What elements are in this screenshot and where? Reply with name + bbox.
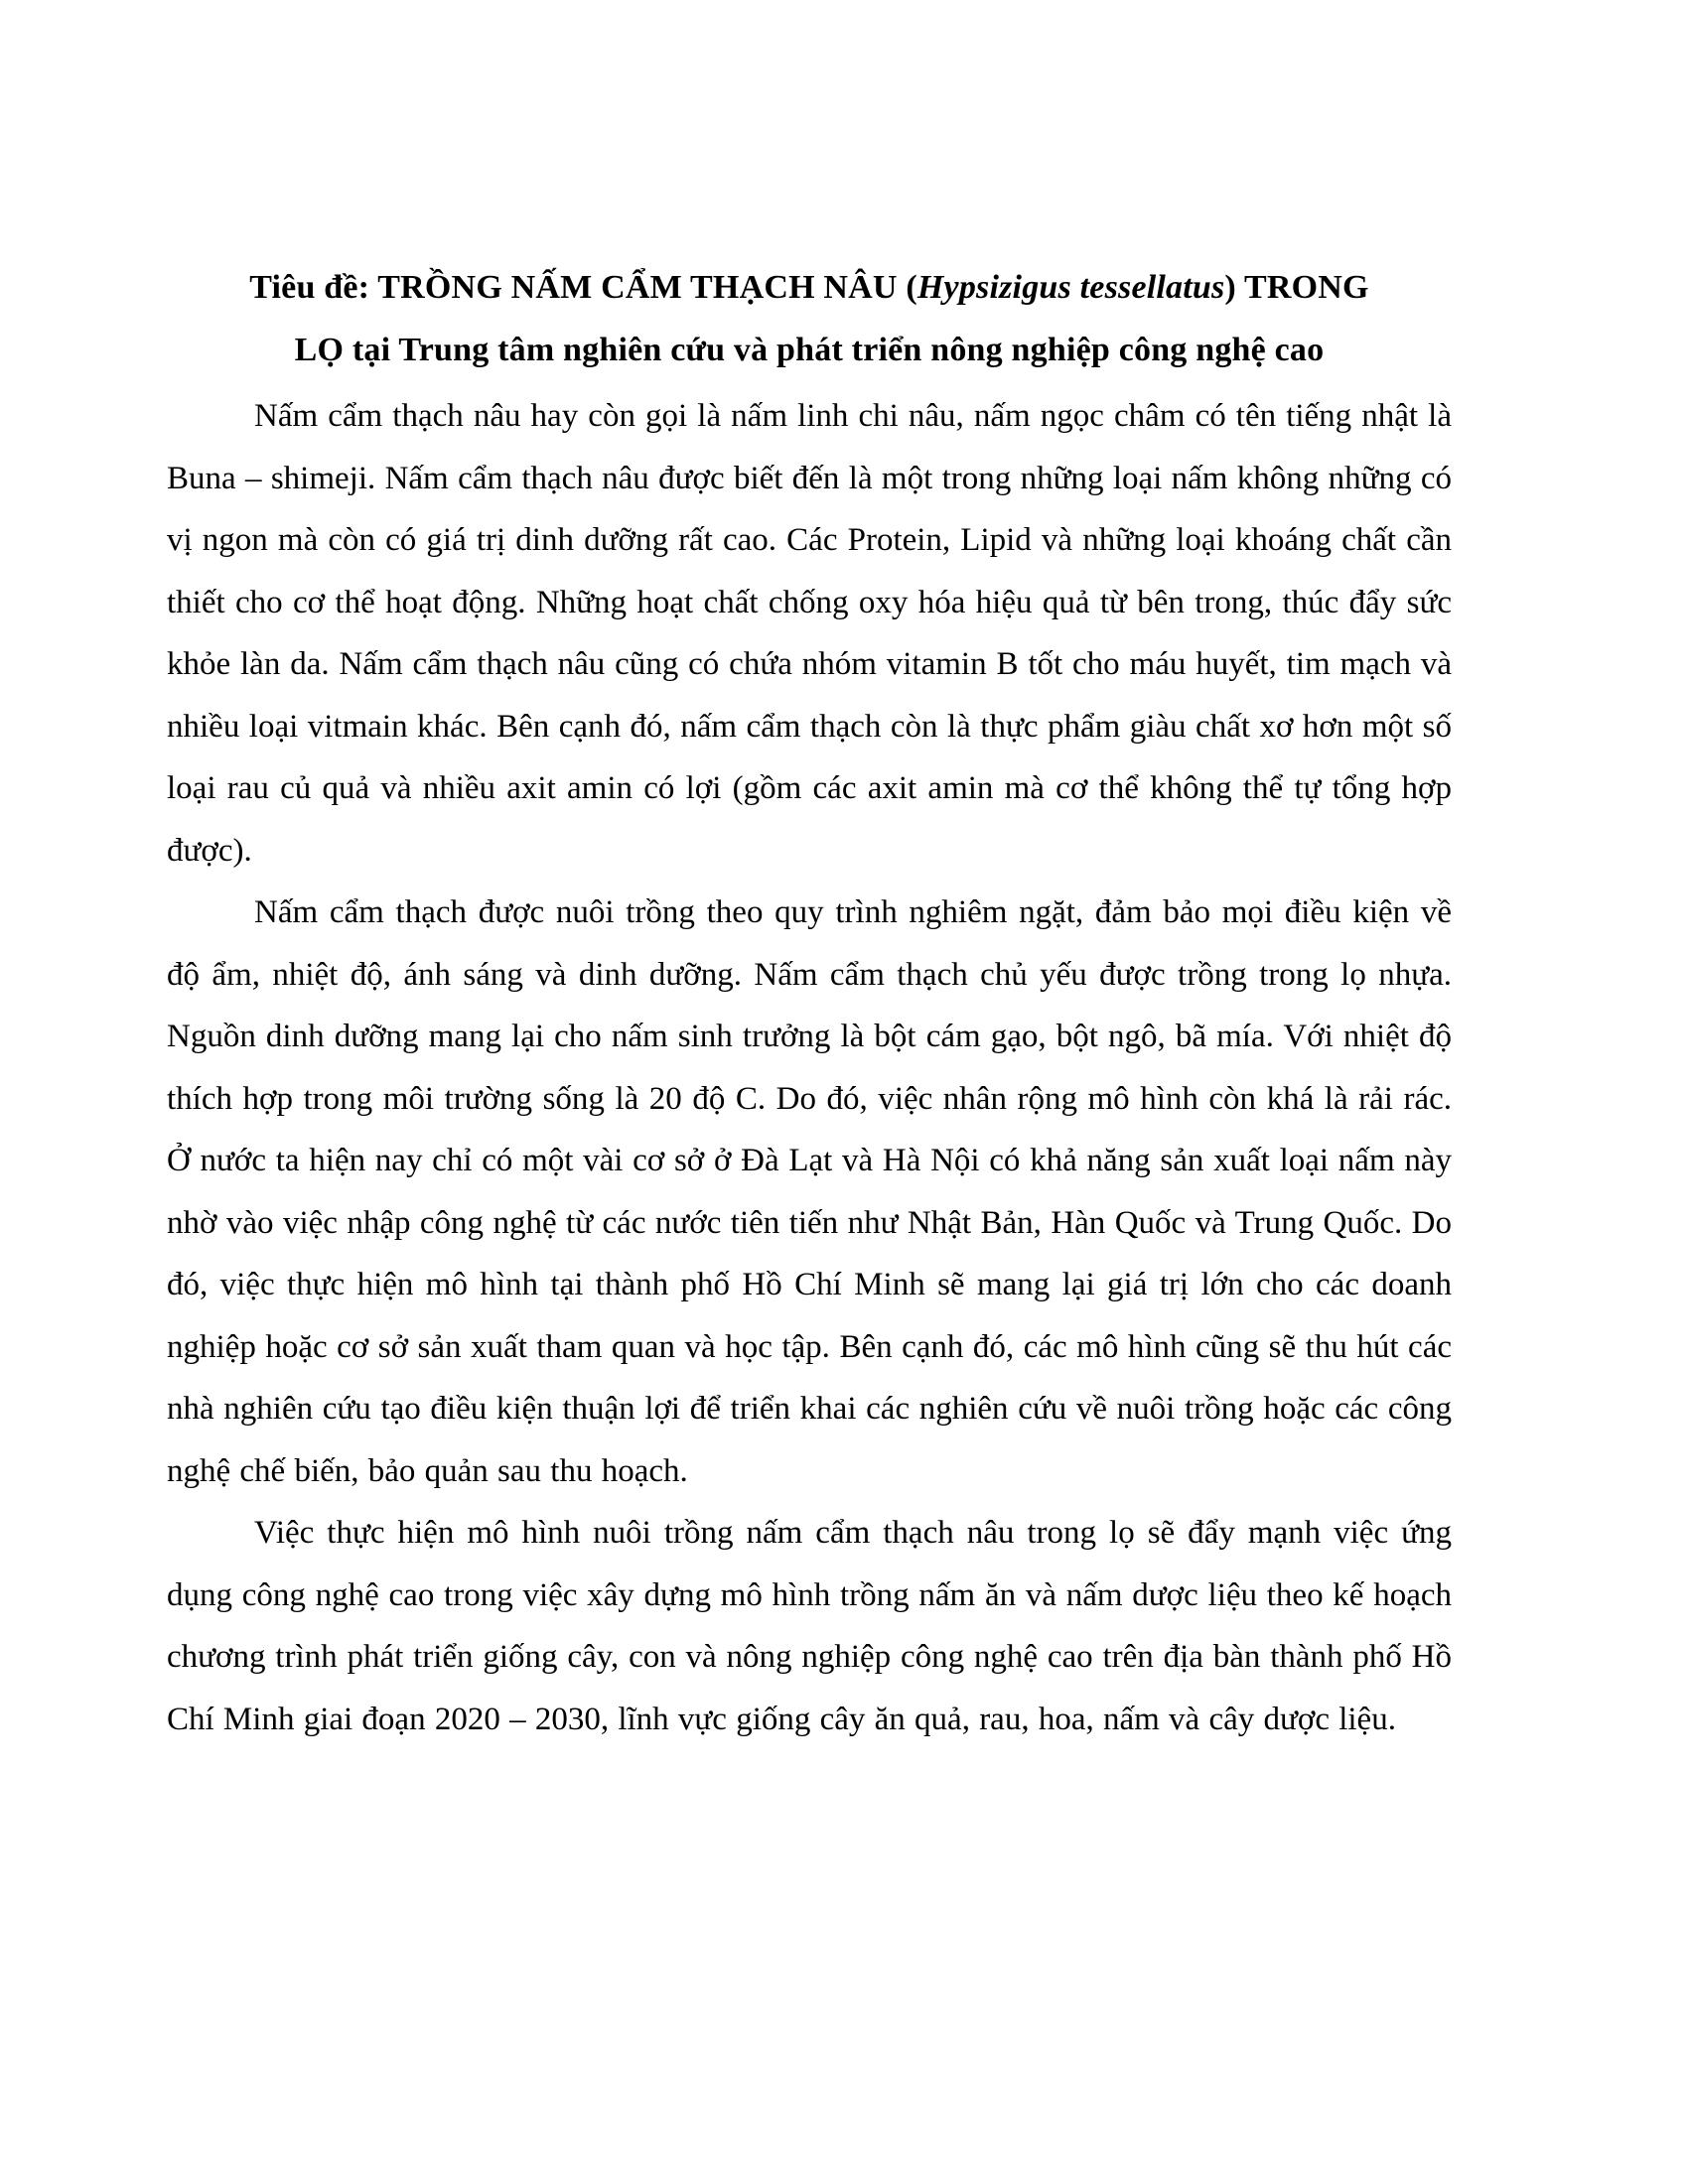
title-line-2: LỌ tại Trung tâm nghiên cứu và phát triển nông nghiệp công nghệ cao <box>294 332 1325 368</box>
paragraph-model-impact: Việc thực hiện mô hình nuôi trồng nấm cẩm thạch nâu trong lọ sẽ đẩy mạnh việc ứng dụng công nghệ cao trong việc xây dựng mô hình trồng nấm ăn và nấm dược liệu theo kế hoạch chương trình phát triển giống cây, con và nông nghiệp công nghệ cao trên địa bàn thành phố Hồ Chí Minh giai đoạn 2020 – 2030, lĩnh vực giống cây ăn quả, rau, hoa, nấm và cây dược liệu. <box>167 1515 1452 1737</box>
title-suffix: ) TRONG <box>1224 269 1369 306</box>
title-line-1 <box>167 256 1452 319</box>
title-prefix: Tiêu đề: TRỒNG NẤM CẨM THẠCH NÂU ( <box>249 269 917 306</box>
species-name-italic: Hypsizigus tessellatus <box>916 269 1225 306</box>
paragraph-intro-mushroom: Nấm cẩm thạch nâu hay còn gọi là nấm linh chi nâu, nấm ngọc châm có tên tiếng nhật là Buna – shimeji. Nấm cẩm thạch nâu được biết đến là một trong những loại nấm không những có vị ngon mà còn có giá trị dinh dưỡng rất cao. Các Protein, Lipid và những loại khoáng chất cần thiết cho cơ thể hoạt động. Những hoạt chất chống oxy hóa hiệu quả từ bên trong, thúc đẩy sức khỏe làn da. Nấm cẩm thạch nâu cũng có chứa nhóm vitamin B tốt cho máu huyết, tim mạch và nhiều loại vitmain khác. Bên cạnh đó, nấm cẩm thạch còn là thực phẩm giàu chất xơ hơn một số loại rau củ quả và nhiều axit amin có lợi (gồm các axit amin mà cơ thể không thể tự tổng hợp được). <box>167 398 1452 869</box>
paragraph-cultivation-process: Nấm cẩm thạch được nuôi trồng theo quy trình nghiêm ngặt, đảm bảo mọi điều kiện về độ ẩm, nhiệt độ, ánh sáng và dinh dưỡng. Nấm cẩm thạch chủ yếu được trồng trong lọ nhựa. Nguồn dinh dưỡng mang lại cho nấm sinh trưởng là bột cám gạo, bột ngô, bã mía. Với nhiệt độ thích hợp trong môi trường sống là 20 độ C. Do đó, việc nhân rộng mô hình còn khá là rải rác. Ở nước ta hiện nay chỉ có một vài cơ sở ở Đà Lạt và Hà Nội có khả năng sản xuất loại nấm này nhờ vào việc nhập công nghệ từ các nước tiên tiến như Nhật Bản, Hàn Quốc và Trung Quốc. Do đó, việc thực hiện mô hình tại thành phố Hồ Chí Minh sẽ mang lại giá trị lớn cho các doanh nghiệp hoặc cơ sở sản xuất tham quan và học tập. Bên cạnh đó, các mô hình cũng sẽ thu hút các nhà nghiên cứu tạo điều kiện thuận lợi để triển khai các nghiên cứu về nuôi trồng hoặc các công nghệ chế biến, bảo quản sau thu hoạch. <box>167 894 1452 1489</box>
document-body <box>167 385 1452 1750</box>
document-title <box>167 256 1452 381</box>
